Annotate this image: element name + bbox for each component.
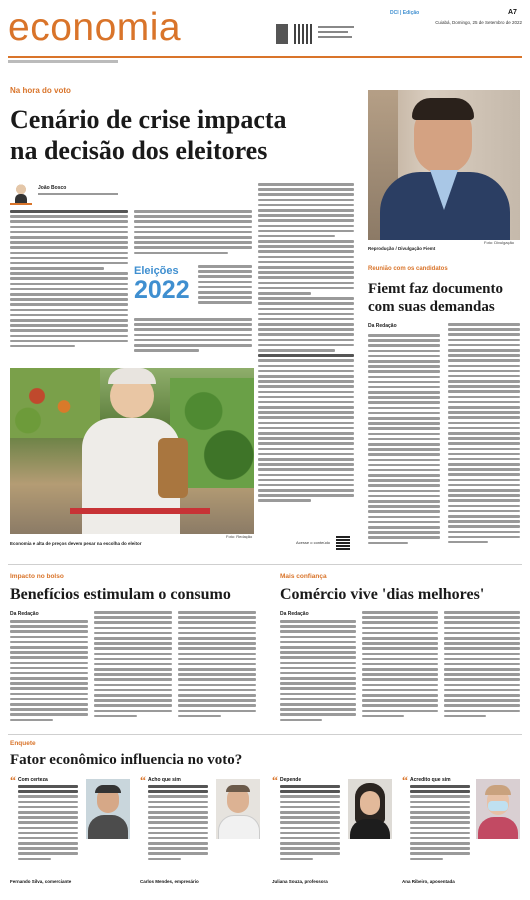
executive-photo-credit: Foto: Divulgação: [484, 240, 515, 245]
main-body-col3: [258, 183, 354, 531]
main-body-col2b: [198, 265, 252, 315]
market-photo-caption: Economia e alta de preços devem pesar na escolha do eleitor: [10, 541, 142, 546]
section-divider-1: [8, 564, 522, 565]
qr-code-icon[interactable]: [336, 536, 350, 550]
main-body-col2c: [134, 318, 252, 360]
right-story-col3: [444, 611, 520, 728]
main-body-col2a: [134, 210, 252, 262]
main-headline-line1: Cenário de crise impacta: [10, 105, 287, 134]
header-logo-block: [276, 22, 356, 48]
side-headline-line2: com suas demandas: [368, 299, 495, 315]
enquete-kicker: Enquete: [10, 740, 36, 747]
enquete-photo: [216, 779, 260, 839]
author-avatar: [10, 181, 32, 205]
section-divider-2: [8, 734, 522, 735]
main-body-col1: [10, 210, 128, 360]
side-body-col2: [448, 323, 520, 555]
main-headline: [10, 104, 287, 166]
election-logo-label: Eleições: [134, 265, 179, 277]
enquete-photo: [348, 779, 392, 839]
side-body-col1: [368, 334, 440, 554]
enquete-quote: Acredito que sim: [410, 777, 451, 783]
executive-photo: [368, 90, 520, 240]
enquete-headline: Fator econômico influencia no voto?: [10, 752, 243, 768]
section-title: economia: [8, 6, 182, 49]
enquete-name: Carlos Mendes, empresário: [140, 879, 199, 884]
author-name: João Bosco: [38, 185, 67, 191]
enquete-quote: Com certeza: [18, 777, 48, 783]
side-kicker: Reunião com os candidatos: [368, 266, 448, 272]
enquete-photo: [86, 779, 130, 839]
enquete-item: [10, 775, 132, 895]
right-story-col2: [362, 611, 438, 728]
left-story-headline: Benefícios estimulam o consumo: [10, 586, 231, 603]
side-byline: Da Redação: [368, 323, 397, 329]
left-story-kicker: Impacto no bolso: [10, 573, 64, 580]
left-story-col2: [94, 611, 172, 728]
main-kicker: Na hora do voto: [10, 86, 71, 95]
qr-label: Acesse o conteúdo: [296, 540, 331, 545]
enquete-name: Ana Ribeiro, aposentada: [402, 879, 455, 884]
enquete-quote: Acho que sim: [148, 777, 181, 783]
right-story-byline: Da Redação: [280, 611, 309, 617]
quote-mark-icon: “: [402, 773, 408, 787]
left-story-col3: [178, 611, 256, 728]
market-photo: [10, 368, 254, 534]
enquete-photo: [476, 779, 520, 839]
page-number: A7: [508, 9, 517, 16]
enquete-item: [272, 775, 394, 895]
left-story-byline: Da Redação: [10, 611, 39, 617]
enquete-name: Fernando Silva, comerciante: [10, 879, 72, 884]
enquete-quote: Depende: [280, 777, 302, 783]
election-logo: [134, 265, 194, 311]
quote-mark-icon: “: [10, 773, 16, 787]
building-icon: [276, 24, 288, 44]
side-headline: [368, 280, 503, 316]
masthead-small: DCI | Edição: [390, 10, 420, 16]
date-line: Cuiabá, Domingo, 25 de Setembro de 2022: [435, 20, 522, 25]
quote-mark-icon: “: [272, 773, 278, 787]
quote-mark-icon: “: [140, 773, 146, 787]
market-photo-credit: Foto: Redação: [226, 534, 253, 539]
side-headline-line1: Fiemt faz documento: [368, 281, 503, 297]
enquete-item: [402, 775, 522, 895]
enquete-item: [140, 775, 262, 895]
left-story-col1: [10, 620, 88, 728]
header-rule: [8, 56, 522, 58]
main-headline-line2: na decisão dos eleitores: [10, 136, 268, 165]
qr-code-icon: [294, 24, 314, 44]
right-story-col1: [280, 620, 356, 728]
election-logo-year: 2022: [134, 276, 190, 304]
enquete-name: Juliana Souza, professora: [272, 879, 328, 884]
right-story-headline: Comércio vive 'dias melhores': [280, 586, 485, 603]
executive-photo-caption: Reprodução / Divulgação Fiemt: [368, 246, 436, 251]
right-story-kicker: Mais confiança: [280, 573, 327, 580]
